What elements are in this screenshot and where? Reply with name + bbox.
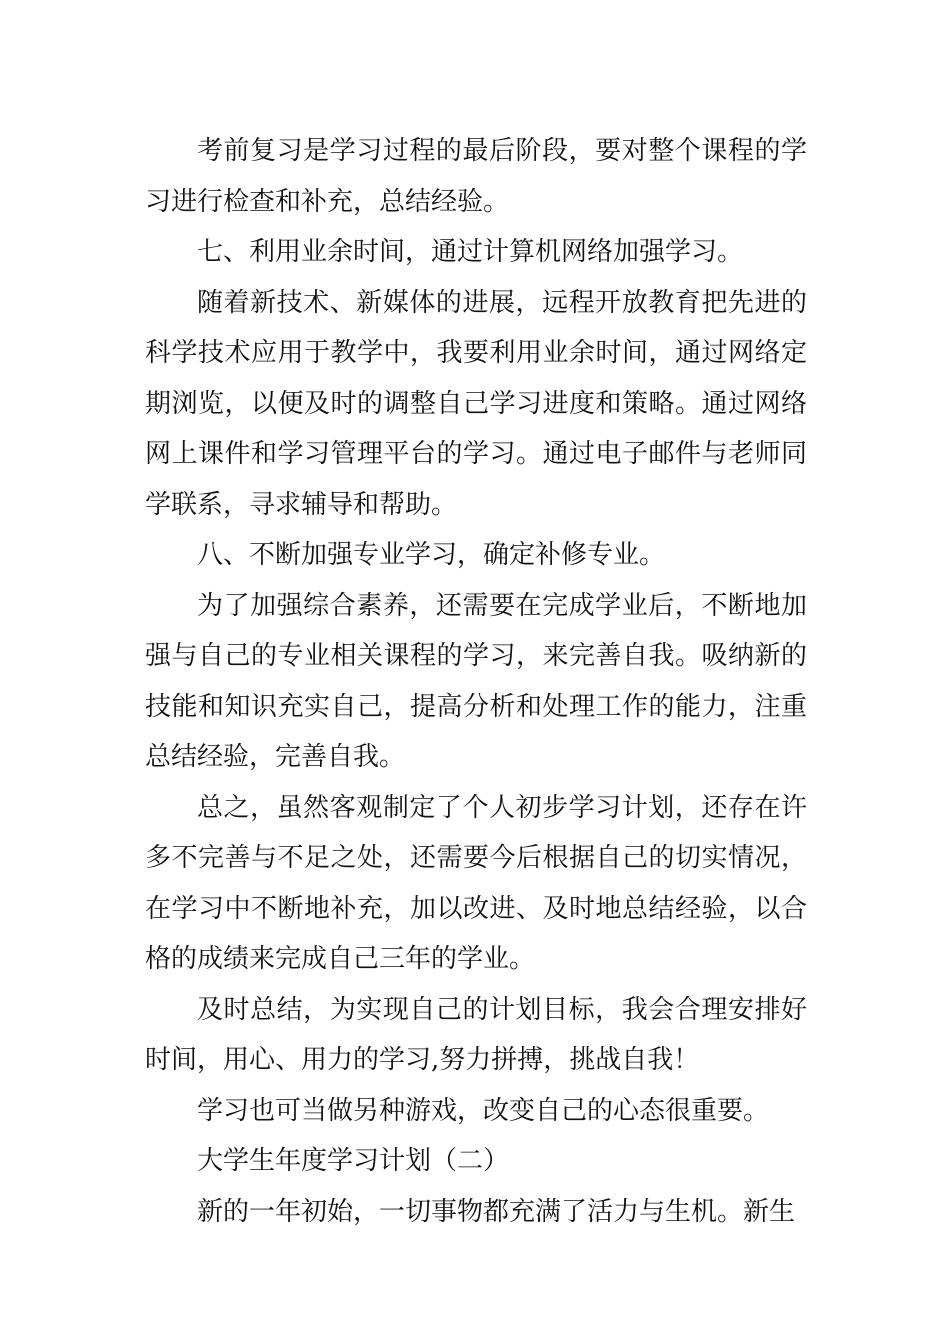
document-body (145, 126, 807, 1237)
paragraph-online-learning: 随着新技术、新媒体的进展，远程开放教育把先进的科学技术应用于教学中，我要利用业余时间，通过网络定期浏览，以便及时的调整自己学习进度和策略。通过网络网上课件和学习管理平台的学习。通过电子邮件与老师同学联系，寻求辅导和帮助。 (145, 287, 807, 520)
paragraph-professional-study: 为了加强综合素养，还需要在完成学业后，不断地加强与自己的专业相关课程的学习，来完善自我。吸纳新的技能和知识充实自己，提高分析和处理工作的能力，注重总结经验，完善自我。 (145, 590, 807, 772)
paragraph-review-summary: 考前复习是学习过程的最后阶段，要对整个课程的学习进行检查和补充，总结经验。 (145, 136, 807, 217)
section-heading-7: 七、利用业余时间，通过计算机网络加强学习。 (197, 237, 744, 267)
document-subtitle: 大学生年度学习计划（二） (197, 1146, 510, 1176)
paragraph-mindset: 学习也可当做另种游戏，改变自己的心态很重要。 (197, 1095, 770, 1126)
section-heading-8: 八、不断加强专业学习，确定补修专业。 (197, 540, 666, 570)
paragraph-timely-summary: 及时总结，为实现自己的计划目标，我会合理安排好时间，用心、用力的学习,努力拼搏，挑战自我！ (145, 994, 807, 1075)
paragraph-new-year: 新的一年初始，一切事物都充满了活力与生机。新生 (197, 1196, 796, 1227)
paragraph-conclusion: 总之，虽然客观制定了个人初步学习计划，还存在许多不完善与不足之处，还需要今后根据自己的切实情况，在学习中不断地补充，加以改进、及时地总结经验，以合格的成绩来完成自己三年的学业。 (145, 792, 807, 974)
